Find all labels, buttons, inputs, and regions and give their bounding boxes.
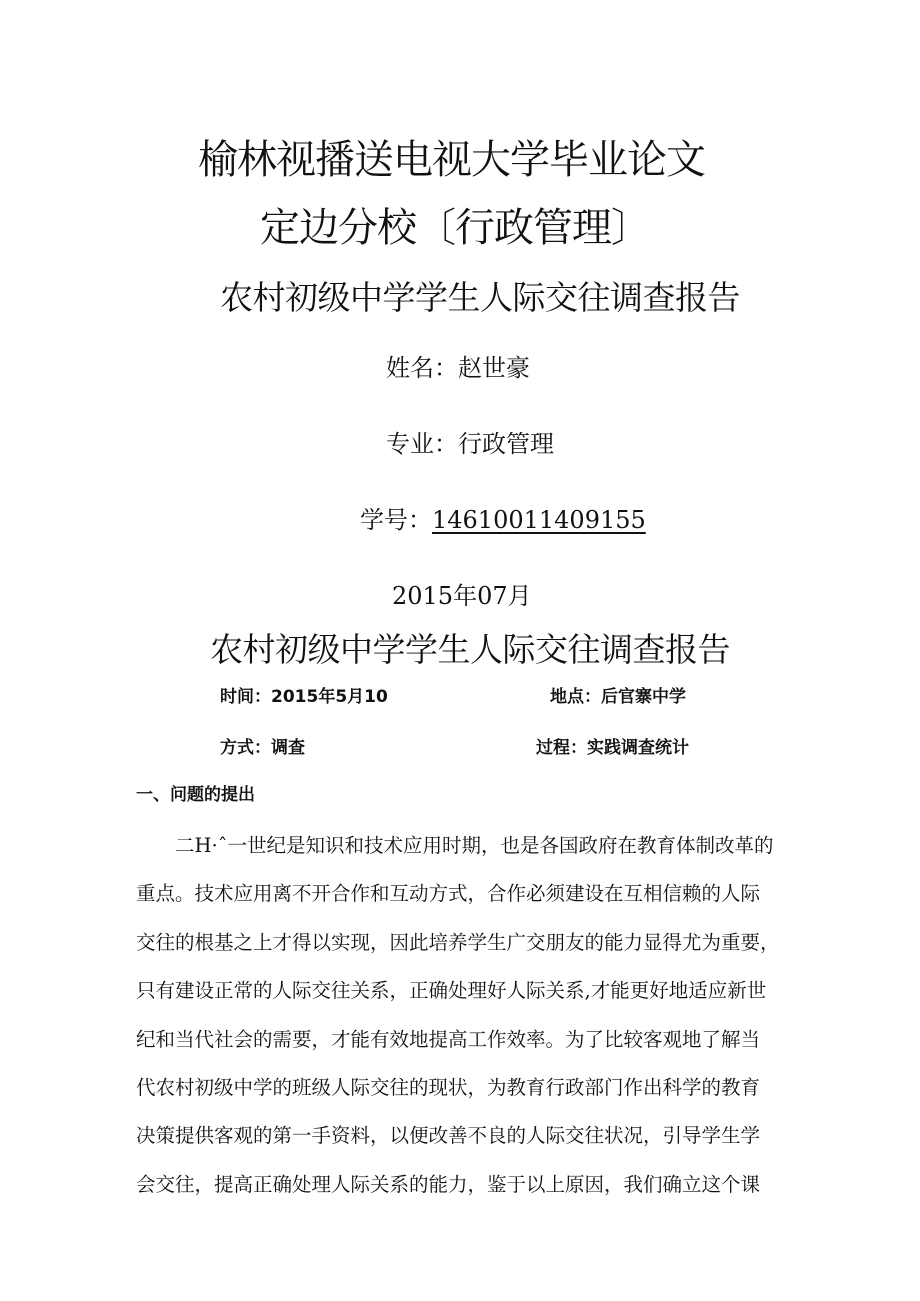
paragraph-line: 代农村初级中学的班级人际交往的现状，为教育行政部门作出科学的教育 — [136, 1075, 761, 1099]
major-row — [386, 424, 554, 459]
student-id-row — [360, 500, 646, 535]
cover-report-title: 农村初级中学学生人际交往调查报告 — [220, 278, 740, 317]
major-label: 专业： — [386, 430, 458, 458]
paragraph-line: 重点。技术应用离不开合作和互动方式，合作必须建设在互相信赖的人际 — [136, 882, 761, 906]
paragraph-line: 交往的根基之上才得以实现，因此培养学生广交朋友的能力显得尤为重要， — [136, 930, 780, 954]
cover-title-line1: 榆林视播送电视大学毕业论文 — [198, 137, 705, 183]
report-place: 地点：后官寨中学 — [550, 687, 686, 707]
student-id-value: 14610011409155 — [432, 506, 646, 534]
name-label: 姓名： — [386, 354, 458, 382]
paragraph-line: 纪和当代社会的需要，才能有效地提高工作效率。为了比较客观地了解当 — [136, 1027, 761, 1051]
report-method: 方式：调查 — [220, 738, 305, 758]
cover-date: 2015年07月 — [392, 582, 532, 610]
section-heading: 一、问题的提出 — [136, 785, 255, 805]
name-value: 赵世豪 — [458, 354, 530, 382]
body-paragraph — [136, 822, 791, 1209]
name-row — [386, 348, 530, 383]
report-process: 过程：实践调查统计 — [536, 738, 689, 758]
paragraph-line: 决策提供客观的第一手资料，以便改善不良的人际交往状况，引导学生学 — [136, 1124, 761, 1148]
report-time: 时间：2015年5月10 — [220, 687, 388, 707]
paragraph-line: 只有建设正常的人际交往关系，正确处理好人际关系,才能更好地适应新世 — [136, 979, 767, 1003]
student-id-label: 学号： — [360, 506, 432, 534]
report-title: 农村初级中学学生人际交往调查报告 — [210, 630, 730, 669]
paragraph-line: 会交往，提高正确处理人际关系的能力，鉴于以上原因，我们确立这个课 — [136, 1172, 761, 1196]
cover-title-line2: 定边分校〔行政管理〕 — [260, 205, 650, 251]
paragraph-line: 二H·ˆ一世纪是知识和技术应用时期，也是各国政府在教育体制改革的 — [136, 834, 774, 857]
major-value: 行政管理 — [458, 430, 554, 458]
